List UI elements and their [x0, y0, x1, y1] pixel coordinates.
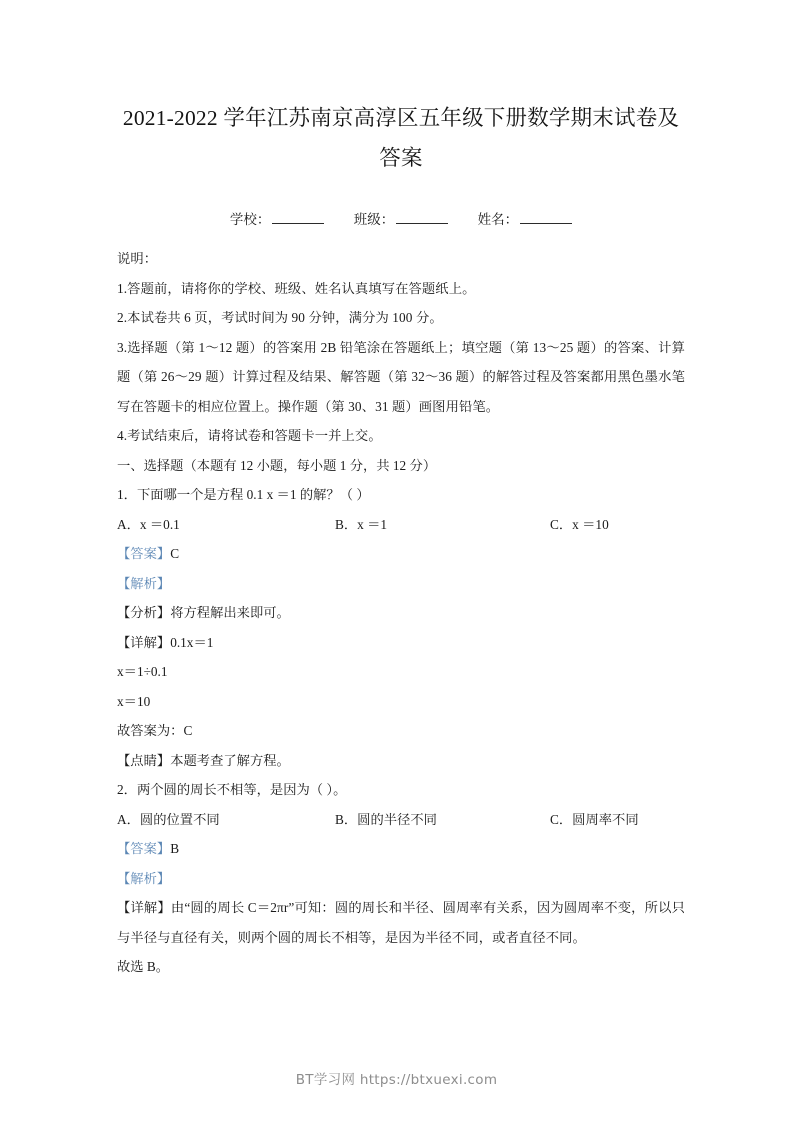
- question-2-detail-text: 由“圆的周长 C＝2πr”可知：圆的周长和半径、圆周率有关系，因为圆周率不变，所以只与半径与直径有关，则两个圆的周长不相等，是因为半径不同，或者直径不同。: [117, 900, 685, 945]
- question-2-stem: 2．两个圆的周长不相等，是因为（ ）。: [117, 782, 347, 797]
- page-title-line-2: 答案: [379, 146, 423, 170]
- question-1-analysis-sub-text: 将方程解出来即可。: [170, 605, 290, 620]
- instruction-item-1: 1.答题前，请将你的学校、班级、姓名认真填写在答题纸上。: [117, 280, 476, 296]
- name-blank[interactable]: [520, 212, 572, 224]
- question-2-option-a[interactable]: A．圆的位置不同: [117, 811, 220, 827]
- section-heading-choice: 一、选择题（本题有 12 小题，每小题 1 分，共 12 分）: [117, 457, 437, 473]
- question-2-conclusion: 故选 B。: [117, 959, 170, 974]
- school-field: [230, 209, 325, 231]
- class-field: [354, 209, 449, 231]
- page-title: [117, 98, 685, 178]
- instructions-heading: 说明：: [117, 251, 158, 266]
- name-label: 姓名：: [477, 212, 519, 227]
- question-1-highlight-tag: 【点睛】: [117, 752, 171, 768]
- page-title-line-1: 2021-2022 学年江苏南京高淳区五年级下册数学期末试卷及: [122, 106, 680, 130]
- question-1-answer-value: C: [170, 546, 180, 561]
- footer-watermark: BT学习网 https://btxuexi.com: [295, 1072, 498, 1088]
- question-1-analysis-sub-line: [117, 598, 685, 628]
- question-2-option-b[interactable]: B．圆的半径不同: [335, 811, 437, 827]
- question-1-step-1: x＝1÷0.1: [117, 664, 168, 679]
- question-1-highlight-text: 本题考查了解方程。: [170, 752, 290, 768]
- question-2-detail-block: [117, 893, 685, 952]
- question-1-option-b[interactable]: B．x ＝1: [335, 516, 388, 532]
- question-1-option-a[interactable]: A．x ＝0.1: [117, 516, 180, 532]
- question-1-detail-tag: 【详解】: [117, 634, 171, 650]
- question-1-stem: 1．下面哪一个是方程 0.1 x ＝1 的解？（ ）: [117, 487, 370, 502]
- school-label: 学校：: [229, 212, 271, 227]
- class-blank[interactable]: [396, 212, 448, 224]
- question-2-detail-tag: 【详解】: [117, 900, 171, 915]
- instruction-item-4: 4.考试结束后，请将试卷和答题卡一并上交。: [117, 428, 382, 443]
- question-2-options: [117, 805, 685, 835]
- question-1-analysis-sub-tag: 【分析】: [117, 605, 171, 620]
- question-1-detail-text: 0.1x＝1: [170, 634, 214, 650]
- name-field: [478, 209, 573, 231]
- instruction-item-2: 2.本试卷共 6 页，考试时间为 90 分钟，满分为 100 分。: [117, 310, 443, 325]
- question-1-options: [117, 510, 685, 540]
- question-1-analysis-tag: 【解析】: [117, 575, 171, 591]
- question-1-conclusion: 故答案为：C: [117, 723, 193, 738]
- class-label: 班级：: [353, 212, 395, 227]
- question-2-answer-line: [117, 834, 685, 864]
- identity-row: [117, 209, 685, 231]
- question-2-analysis-line: [117, 864, 685, 894]
- question-2-answer-tag: 【答案】: [117, 841, 171, 856]
- question-2-analysis-tag: 【解析】: [117, 870, 171, 886]
- question-1-analysis-line: [117, 569, 685, 599]
- instruction-item-3: 3.选择题（第 1～12 题）的答案用 2B 铅笔涂在答题纸上；填空题（第 13～25 题）的答案、计算题（第 26～29 题）计算过程及结果、解答题（第 32～36 题）的解答过程及答案都用黑色墨水笔写在答题卡的相应位置上。操作题（第 30、31 题）画图用铅笔。: [117, 339, 685, 414]
- question-2-option-c[interactable]: C．圆周率不同: [550, 811, 639, 827]
- question-1-highlight-line: [117, 746, 685, 776]
- question-1-answer-tag: 【答案】: [117, 546, 171, 561]
- question-2-answer-value: B: [170, 841, 180, 856]
- question-1-option-c[interactable]: C．x ＝10: [550, 516, 609, 532]
- question-1-detail-line: [117, 628, 685, 658]
- school-blank[interactable]: [272, 212, 324, 224]
- question-1-step-2: x＝10: [117, 693, 151, 709]
- question-1-answer-line: [117, 539, 685, 569]
- document-content: [117, 0, 685, 982]
